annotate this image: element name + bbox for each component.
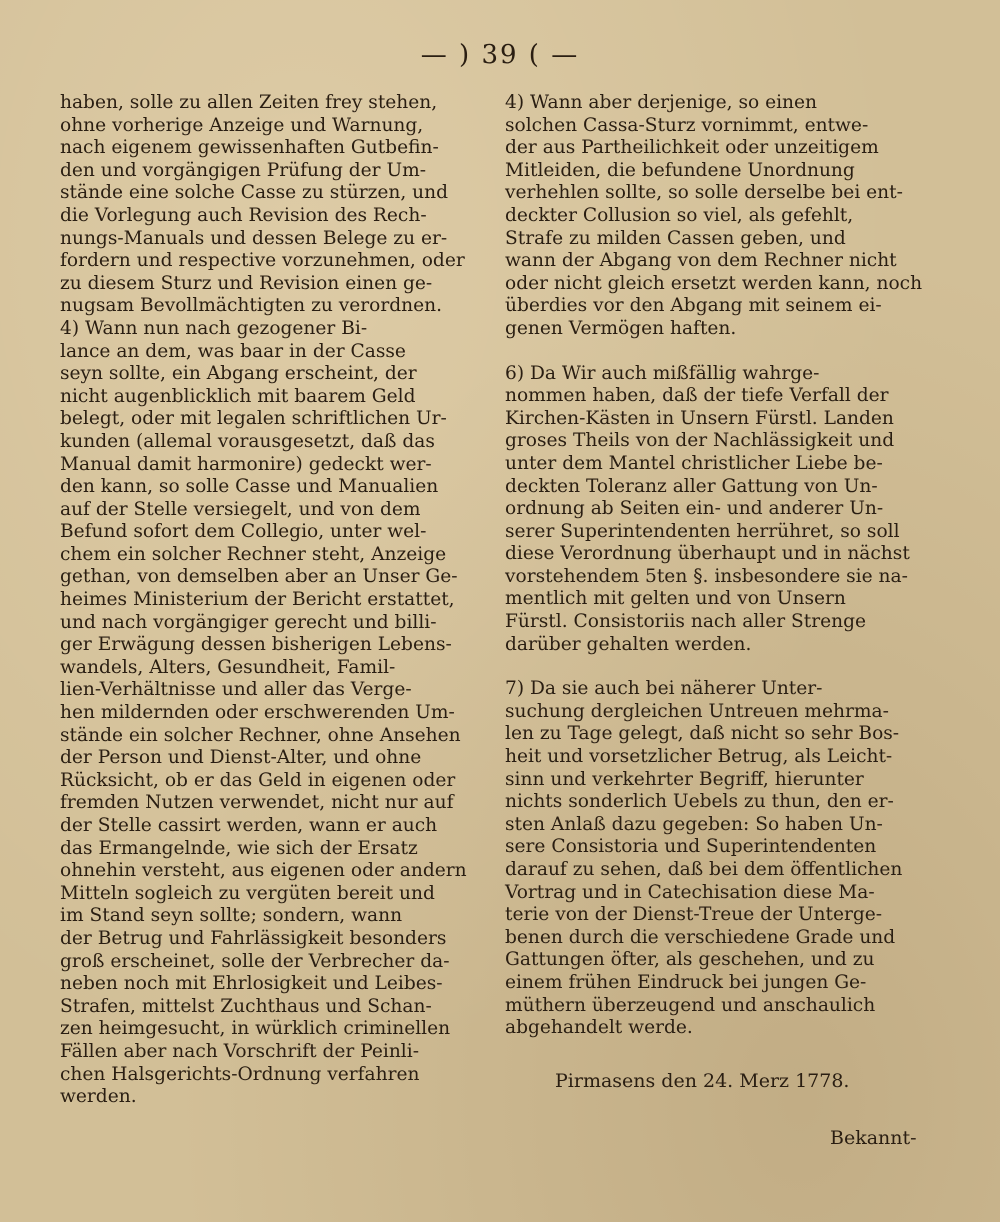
text-line: ohne vorherige Anzeige und Warnung, (60, 114, 424, 136)
text-line: nungs-Manuals und dessen Belege zu er- (60, 227, 448, 249)
text-line: darauf zu sehen, daß bei dem öffentlichen (505, 859, 903, 880)
paragraph-6 (505, 363, 920, 657)
text-line: chen Halsgerichts-Ordnung verfahren (60, 1063, 420, 1085)
page-number: — ) 39 ( — (420, 40, 580, 70)
text-line: diese Verordnung überhaupt und in nächst (505, 543, 910, 565)
text-line: len zu Tage gelegt, daß nicht so sehr Bos- (505, 723, 900, 745)
text-line: verhehlen sollte, so solle derselbe bei ent- (505, 182, 903, 204)
text-line: Kirchen-Kästen in Unsern Fürstl. Landen (505, 407, 894, 429)
text-line: Befund sofort dem Collegio, unter wel- (60, 521, 427, 543)
text-line: Mitteln sogleich zu vergüten bereit und (60, 882, 435, 904)
text-line: deckten Toleranz aller Gattung von Un- (505, 475, 878, 497)
text-line: nach eigenem gewissenhaften Gutbefin- (60, 137, 439, 159)
text-line: darüber gehalten werden. (505, 633, 752, 655)
text-line: die Vorlegung auch Revision des Rech- (60, 204, 427, 226)
text-line: nommen haben, daß der tiefe Verfall der (505, 385, 889, 407)
paragraph-gap (505, 341, 920, 363)
text-line: und nach vorgängiger gerecht und billi- (60, 611, 437, 633)
paragraph-4-second (505, 92, 923, 341)
text-line: heimes Ministerium der Bericht erstattet, (60, 589, 455, 611)
text-line: neben noch mit Ehrlosigkeit und Leibes- (60, 973, 443, 995)
text-line: solchen Cassa-Sturz vornimmt, entwe- (505, 114, 869, 136)
text-line: überdies vor den Abgang mit seinem ei- (505, 295, 882, 317)
text-line: Rücksicht, ob er das Geld in eigenen oder (60, 769, 456, 791)
text-line: abgehandelt werde. (505, 1017, 693, 1039)
text-line: Fällen aber nach Vorschrift der Peinli- (60, 1040, 419, 1062)
text-line: belegt, oder mit legalen schriftlichen Ur- (60, 408, 447, 430)
text-line: der Stelle cassirt werden, wann er auch (60, 815, 438, 836)
text-line: nichts sonderlich Uebels zu thun, den er- (505, 791, 894, 813)
text-line: das Ermangelnde, wie sich der Ersatz (60, 837, 418, 859)
text-line: heit und vorsetzlicher Betrug, als Leicht- (505, 746, 893, 768)
text-line: benen durch die verschiedene Grade und (505, 926, 896, 948)
text-line: 4) Wann aber derjenige, so einen (505, 92, 817, 113)
left-column (60, 92, 485, 1109)
text-line: vorstehendem 5ten §. insbesondere sie na- (505, 565, 908, 587)
text-line: Mitleiden, die befundene Unordnung (505, 159, 855, 181)
text-line: zen heimgesucht, in würklich criminellen (60, 1018, 451, 1040)
text-line: der Person und Dienst-Alter, und ohne (60, 747, 422, 769)
text-line: unter dem Mantel christlicher Liebe be- (505, 452, 883, 474)
text-line: sere Consistoria und Superintendenten (505, 836, 877, 858)
text-line: Strafen, mittelst Zuchthaus und Schan- (60, 995, 432, 1017)
date-line: Pirmasens den 24. Merz 1778. (555, 1070, 850, 1092)
text-line: fordern und respective vorzunehmen, oder (60, 250, 465, 272)
text-line: einem frühen Eindruck bei jungen Ge- (505, 971, 867, 993)
right-column (505, 92, 923, 1040)
paragraph-7 (505, 678, 920, 1040)
text-line: 4) Wann nun nach gezogener Bi- (60, 317, 368, 339)
text-line: wann der Abgang von dem Rechner nicht (505, 250, 897, 272)
text-line: oder nicht gleich ersetzt werden kann, noch (505, 272, 923, 294)
catchword: Bekannt- (830, 1127, 917, 1149)
text-line: genen Vermögen haften. (505, 317, 737, 339)
text-line: werden. (60, 1086, 137, 1108)
text-line: den und vorgängigen Prüfung der Um- (60, 159, 427, 181)
text-line: groses Theils von der Nachlässigkeit und (505, 430, 895, 452)
text-line: der aus Partheilichkeit oder unzeitigem (505, 137, 879, 159)
text-line: fremden Nutzen verwendet, nicht nur auf (60, 792, 454, 814)
text-line: müthern überzeugend und anschaulich (505, 994, 876, 1016)
paragraph-gap (505, 656, 920, 678)
text-line: sten Anlaß dazu gegeben: So haben Un- (505, 813, 883, 835)
text-line: Vortrag und in Catechisation diese Ma- (505, 881, 875, 903)
text-line: zu diesem Sturz und Revision einen ge- (60, 272, 433, 294)
text-line: sinn und verkehrter Begriff, hierunter (505, 768, 864, 790)
text-line: 6) Da Wir auch mißfällig wahrge- (505, 362, 820, 384)
text-line: serer Superintendenten herrühret, so soll (505, 520, 900, 542)
text-line: ohnehin versteht, aus eigenen oder andern (60, 860, 467, 882)
text-line: seyn sollte, ein Abgang erscheint, der (60, 363, 417, 385)
text-line: wandels, Alters, Gesundheit, Famil- (60, 656, 396, 678)
text-line: Manual damit harmonire) gedeckt wer- (60, 453, 432, 475)
text-line: Fürstl. Consistoriis nach aller Strenge (505, 611, 866, 633)
text-line: Strafe zu milden Cassen geben, und (505, 227, 846, 249)
text-line: mentlich mit gelten und von Unsern (505, 588, 846, 610)
text-line: nicht augenblicklich mit baarem Geld (60, 385, 416, 407)
text-line: nugsam Bevollmächtigten zu verordnen. (60, 295, 442, 317)
text-line: groß erscheinet, solle der Verbrecher da- (60, 950, 450, 972)
text-line: gethan, von demselben aber an Unser Ge- (60, 566, 458, 588)
text-line: terie von der Dienst-Treue der Unterge- (505, 904, 883, 926)
text-line: den kann, so solle Casse und Manualien (60, 476, 439, 498)
text-line: stände ein solcher Rechner, ohne Ansehen (60, 724, 461, 746)
text-line: der Betrug und Fahrlässigkeit besonders (60, 927, 447, 949)
text-line: auf der Stelle versiegelt, und von dem (60, 498, 421, 520)
text-line: suchung dergleichen Untreuen mehrma- (505, 700, 889, 722)
text-line: haben, solle zu allen Zeiten frey stehen, (60, 92, 438, 113)
text-line: chem ein solcher Rechner steht, Anzeige (60, 543, 447, 565)
text-line: hen mildernden oder erschwerenden Um- (60, 702, 455, 724)
text-line: lance an dem, was baar in der Casse (60, 340, 406, 362)
text-line: stände eine solche Casse zu stürzen, und (60, 182, 449, 204)
text-line: 7) Da sie auch bei näherer Unter- (505, 678, 823, 700)
text-line: deckter Collusion so viel, als gefehlt, (505, 204, 854, 226)
text-line: im Stand seyn sollte; sondern, wann (60, 905, 403, 927)
text-line: Gattungen öfter, als geschehen, und zu (505, 949, 875, 971)
text-line: ger Erwägung dessen bisherigen Lebens- (60, 634, 452, 656)
text-line: kunden (allemal vorausgesetzt, daß das (60, 430, 435, 452)
text-line: ordnung ab Seiten ein- und anderer Un- (505, 498, 884, 520)
text-line: lien-Verhältnisse und aller das Verge- (60, 679, 412, 701)
